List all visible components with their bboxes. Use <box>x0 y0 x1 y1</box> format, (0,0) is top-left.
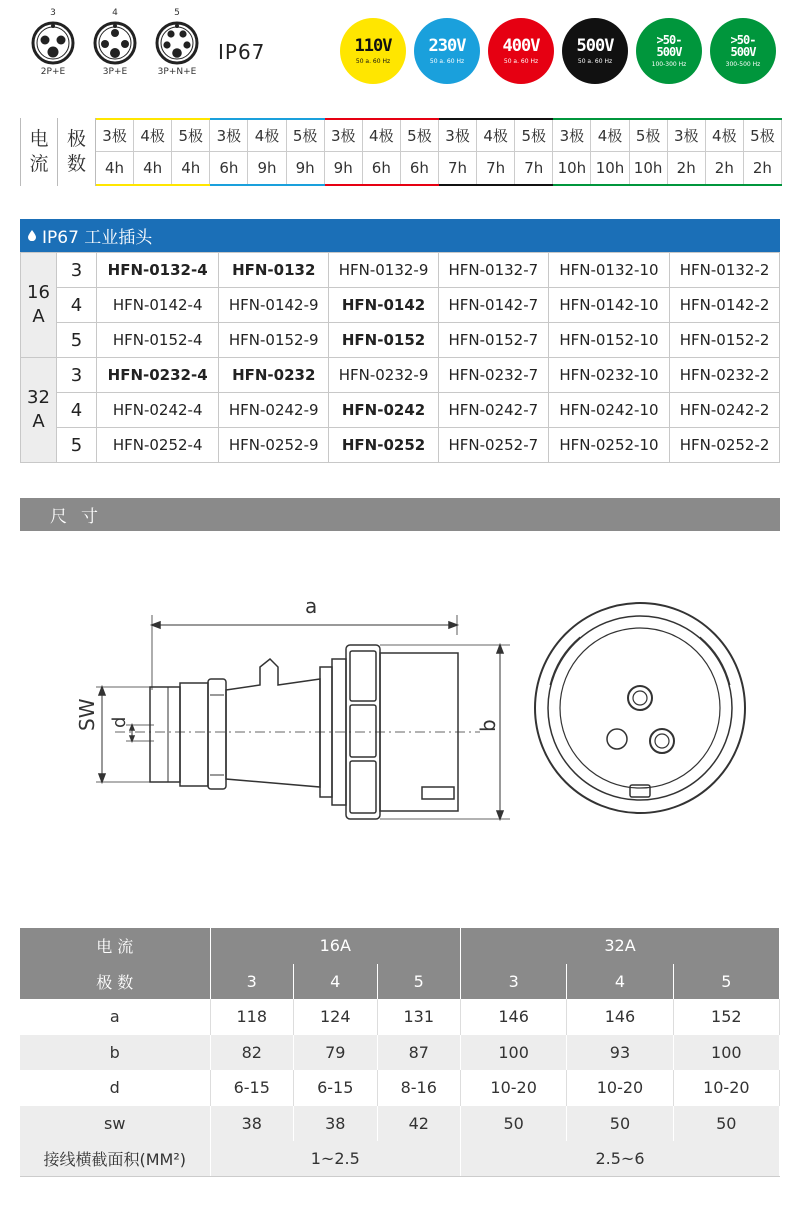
dimension-value: 50 <box>673 1106 779 1142</box>
voltage-value: >50- 500V <box>730 33 756 59</box>
dimension-value: 100 <box>673 1035 779 1071</box>
amperage: 32 A <box>21 358 57 463</box>
pole-count: 4极 <box>134 120 172 152</box>
pole-count: 5极 <box>172 120 210 152</box>
wire-section: 1~2.5 <box>210 1141 461 1177</box>
pin-configurations <box>28 8 202 77</box>
model-number: HFN-0152-2 <box>670 323 780 358</box>
voltage-value: >50- 500V <box>656 33 682 59</box>
voltage-hours-group <box>210 118 324 186</box>
section-title: 尺寸 <box>50 507 112 527</box>
row-label: d <box>20 1070 210 1106</box>
model-number: HFN-0132-4 <box>97 253 219 288</box>
model-number: HFN-0232 <box>219 358 329 393</box>
dimension-value: 10-20 <box>461 1070 567 1106</box>
dimension-value: 93 <box>567 1035 673 1071</box>
table-row <box>20 928 780 964</box>
pole-count: 3 <box>57 358 97 393</box>
pole-count: 4极 <box>591 120 629 152</box>
frequency-range: 100-300 Hz <box>651 61 687 68</box>
dimension-value: 146 <box>461 999 567 1035</box>
voltage-badge <box>562 18 628 84</box>
dimensions-table <box>20 928 780 1177</box>
voltage-hours-group <box>96 118 210 186</box>
pole-count: 4 <box>567 964 673 1000</box>
table-row <box>21 323 780 358</box>
table-row <box>21 358 780 393</box>
model-number: HFN-0242-7 <box>438 393 548 428</box>
dimension-value: 146 <box>567 999 673 1035</box>
pin-count: 3 <box>50 8 56 18</box>
model-number: HFN-0132 <box>219 253 329 288</box>
row-label: b <box>20 1035 210 1071</box>
dimension-value: 6-15 <box>210 1070 294 1106</box>
pin-3 <box>28 8 78 77</box>
model-number: HFN-0252-10 <box>548 428 669 463</box>
frequency-range: 50 a. 60 Hz <box>577 57 613 65</box>
socket-3pin-icon <box>30 20 76 66</box>
duration: 7h <box>515 152 553 184</box>
voltage-badge <box>710 18 776 84</box>
duration: 6h <box>210 152 248 184</box>
frequency-range: 300-500 Hz <box>725 61 761 68</box>
table-row <box>21 253 780 288</box>
voltage-ratings <box>340 18 776 84</box>
dim-sw-label: SW <box>75 698 99 731</box>
table-row <box>20 1106 780 1142</box>
plug-side-view <box>96 615 510 819</box>
model-number: HFN-0252-7 <box>438 428 548 463</box>
socket-5pin-icon <box>154 20 200 66</box>
dimension-value: 82 <box>210 1035 294 1071</box>
models-table <box>20 252 780 463</box>
model-number: HFN-0232-7 <box>438 358 548 393</box>
model-number: HFN-0132-7 <box>438 253 548 288</box>
model-number: HFN-0142-4 <box>97 288 219 323</box>
row-label: 接线横截面积(MM²) <box>20 1141 210 1177</box>
dimension-value: 87 <box>377 1035 461 1071</box>
model-number: HFN-0152-9 <box>219 323 329 358</box>
dimension-value: 38 <box>294 1106 378 1142</box>
model-number: HFN-0132-2 <box>670 253 780 288</box>
pin-4 <box>90 8 140 77</box>
dimension-value: 152 <box>673 999 779 1035</box>
pole-count: 4极 <box>248 120 286 152</box>
pole-count: 5极 <box>744 120 782 152</box>
dim-a-label: a <box>305 594 318 618</box>
model-number: HFN-0142-10 <box>548 288 669 323</box>
duration: 2h <box>668 152 706 184</box>
product-section-header <box>20 219 780 252</box>
pin-5 <box>152 8 202 77</box>
row-label: 电 流 <box>20 928 210 964</box>
pin-caption: 3P+E <box>102 67 128 77</box>
model-number: HFN-0232-4 <box>97 358 219 393</box>
poles-label: 极 数 <box>58 118 96 186</box>
pole-count: 4极 <box>477 120 515 152</box>
voltage-hours-group <box>439 118 553 186</box>
pole-count: 3极 <box>439 120 477 152</box>
row-label: a <box>20 999 210 1035</box>
table-row <box>20 964 780 1000</box>
table-row <box>20 999 780 1035</box>
model-number: HFN-0152-7 <box>438 323 548 358</box>
pin-count: 5 <box>174 8 180 18</box>
amperage: 32A <box>461 928 780 964</box>
duration: 9h <box>248 152 286 184</box>
dimension-value: 118 <box>210 999 294 1035</box>
duration: 2h <box>744 152 782 184</box>
model-number: HFN-0132-9 <box>329 253 439 288</box>
voltage-badge <box>488 18 554 84</box>
pole-count: 3极 <box>210 120 248 152</box>
dimension-value: 10-20 <box>673 1070 779 1106</box>
model-number: HFN-0242-10 <box>548 393 669 428</box>
model-number: HFN-0142-7 <box>438 288 548 323</box>
model-number: HFN-0152 <box>329 323 439 358</box>
voltage-hours-group <box>668 118 782 186</box>
model-number: HFN-0132-10 <box>548 253 669 288</box>
model-number: HFN-0142-9 <box>219 288 329 323</box>
pole-count: 5 <box>57 428 97 463</box>
pole-count: 4 <box>294 964 378 1000</box>
voltage-value: 110V <box>354 35 392 56</box>
voltage-value: 500V <box>576 35 614 56</box>
model-number: HFN-0142-2 <box>670 288 780 323</box>
dim-d-label: d <box>109 716 130 728</box>
frequency-range: 50 a. 60 Hz <box>429 57 465 65</box>
plug-dimension-drawing <box>20 575 780 845</box>
duration: 9h <box>325 152 363 184</box>
pole-count: 3极 <box>96 120 134 152</box>
frequency-range: 50 a. 60 Hz <box>355 57 391 65</box>
dimension-value: 79 <box>294 1035 378 1071</box>
socket-4pin-icon <box>92 20 138 66</box>
model-number: HFN-0232-2 <box>670 358 780 393</box>
model-number: HFN-0242 <box>329 393 439 428</box>
pole-count: 4 <box>57 288 97 323</box>
table-row <box>20 1070 780 1106</box>
pole-count: 3 <box>57 253 97 288</box>
dimension-value: 42 <box>377 1106 461 1142</box>
dimension-value: 124 <box>294 999 378 1035</box>
model-number: HFN-0242-9 <box>219 393 329 428</box>
model-number: HFN-0252-2 <box>670 428 780 463</box>
pole-count: 5 <box>377 964 461 1000</box>
duration: 4h <box>172 152 210 184</box>
model-number: HFN-0252-9 <box>219 428 329 463</box>
model-number: HFN-0152-10 <box>548 323 669 358</box>
duration: 10h <box>591 152 629 184</box>
pole-count: 5 <box>57 323 97 358</box>
table-row <box>20 1141 780 1177</box>
dimension-value: 10-20 <box>567 1070 673 1106</box>
pin-caption: 2P+E <box>40 67 66 77</box>
duration: 4h <box>134 152 172 184</box>
plug-front-view <box>535 603 745 813</box>
pole-count: 3 <box>461 964 567 1000</box>
current-label: 电 流 <box>20 118 58 186</box>
voltage-badge <box>636 18 702 84</box>
voltage-value: 400V <box>502 35 540 56</box>
dim-b-label: b <box>476 719 500 732</box>
dimension-value: 100 <box>461 1035 567 1071</box>
pole-count: 3极 <box>325 120 363 152</box>
pole-count: 5极 <box>630 120 668 152</box>
dimension-value: 8-16 <box>377 1070 461 1106</box>
duration: 7h <box>477 152 515 184</box>
pole-count: 4极 <box>363 120 401 152</box>
duration: 10h <box>630 152 668 184</box>
table-row <box>21 288 780 323</box>
pole-count: 4极 <box>706 120 744 152</box>
table-row <box>21 428 780 463</box>
model-number: HFN-0242-4 <box>97 393 219 428</box>
pole-count: 5极 <box>515 120 553 152</box>
voltage-value: 230V <box>428 35 466 56</box>
dimension-value: 50 <box>567 1106 673 1142</box>
amperage: 16A <box>210 928 461 964</box>
duration: 6h <box>401 152 439 184</box>
dimension-value: 38 <box>210 1106 294 1142</box>
pin-caption: 3P+N+E <box>157 67 197 77</box>
voltage-hours-group <box>553 118 667 186</box>
voltage-badge <box>340 18 406 84</box>
water-drop-icon <box>28 230 36 241</box>
voltage-hours-group <box>325 118 439 186</box>
duration: 7h <box>439 152 477 184</box>
model-number: HFN-0142 <box>329 288 439 323</box>
row-label: 极 数 <box>20 964 210 1000</box>
dimension-value: 131 <box>377 999 461 1035</box>
table-row <box>20 1035 780 1071</box>
dimension-value: 50 <box>461 1106 567 1142</box>
duration: 9h <box>287 152 325 184</box>
pole-count: 4 <box>57 393 97 428</box>
pin-count: 4 <box>112 8 118 18</box>
model-number: HFN-0242-2 <box>670 393 780 428</box>
duration: 6h <box>363 152 401 184</box>
pole-count: 3极 <box>553 120 591 152</box>
frequency-range: 50 a. 60 Hz <box>503 57 539 65</box>
pole-count: 3极 <box>668 120 706 152</box>
duration: 2h <box>706 152 744 184</box>
duration: 10h <box>553 152 591 184</box>
model-number: HFN-0252 <box>329 428 439 463</box>
pole-count: 3 <box>210 964 294 1000</box>
table-row <box>21 393 780 428</box>
voltage-badge <box>414 18 480 84</box>
pole-count: 5极 <box>287 120 325 152</box>
row-label: sw <box>20 1106 210 1142</box>
model-number: HFN-0232-9 <box>329 358 439 393</box>
wire-section: 2.5~6 <box>461 1141 780 1177</box>
dimensions-section-header <box>20 498 780 531</box>
hours-table <box>20 118 782 186</box>
amperage: 16 A <box>21 253 57 358</box>
pole-count: 5 <box>673 964 779 1000</box>
section-title: IP67 工业插头 <box>42 228 153 248</box>
dimension-value: 6-15 <box>294 1070 378 1106</box>
ip-rating: IP67 <box>218 40 266 64</box>
model-number: HFN-0232-10 <box>548 358 669 393</box>
pole-count: 5极 <box>401 120 439 152</box>
duration: 4h <box>96 152 134 184</box>
model-number: HFN-0152-4 <box>97 323 219 358</box>
model-number: HFN-0252-4 <box>97 428 219 463</box>
